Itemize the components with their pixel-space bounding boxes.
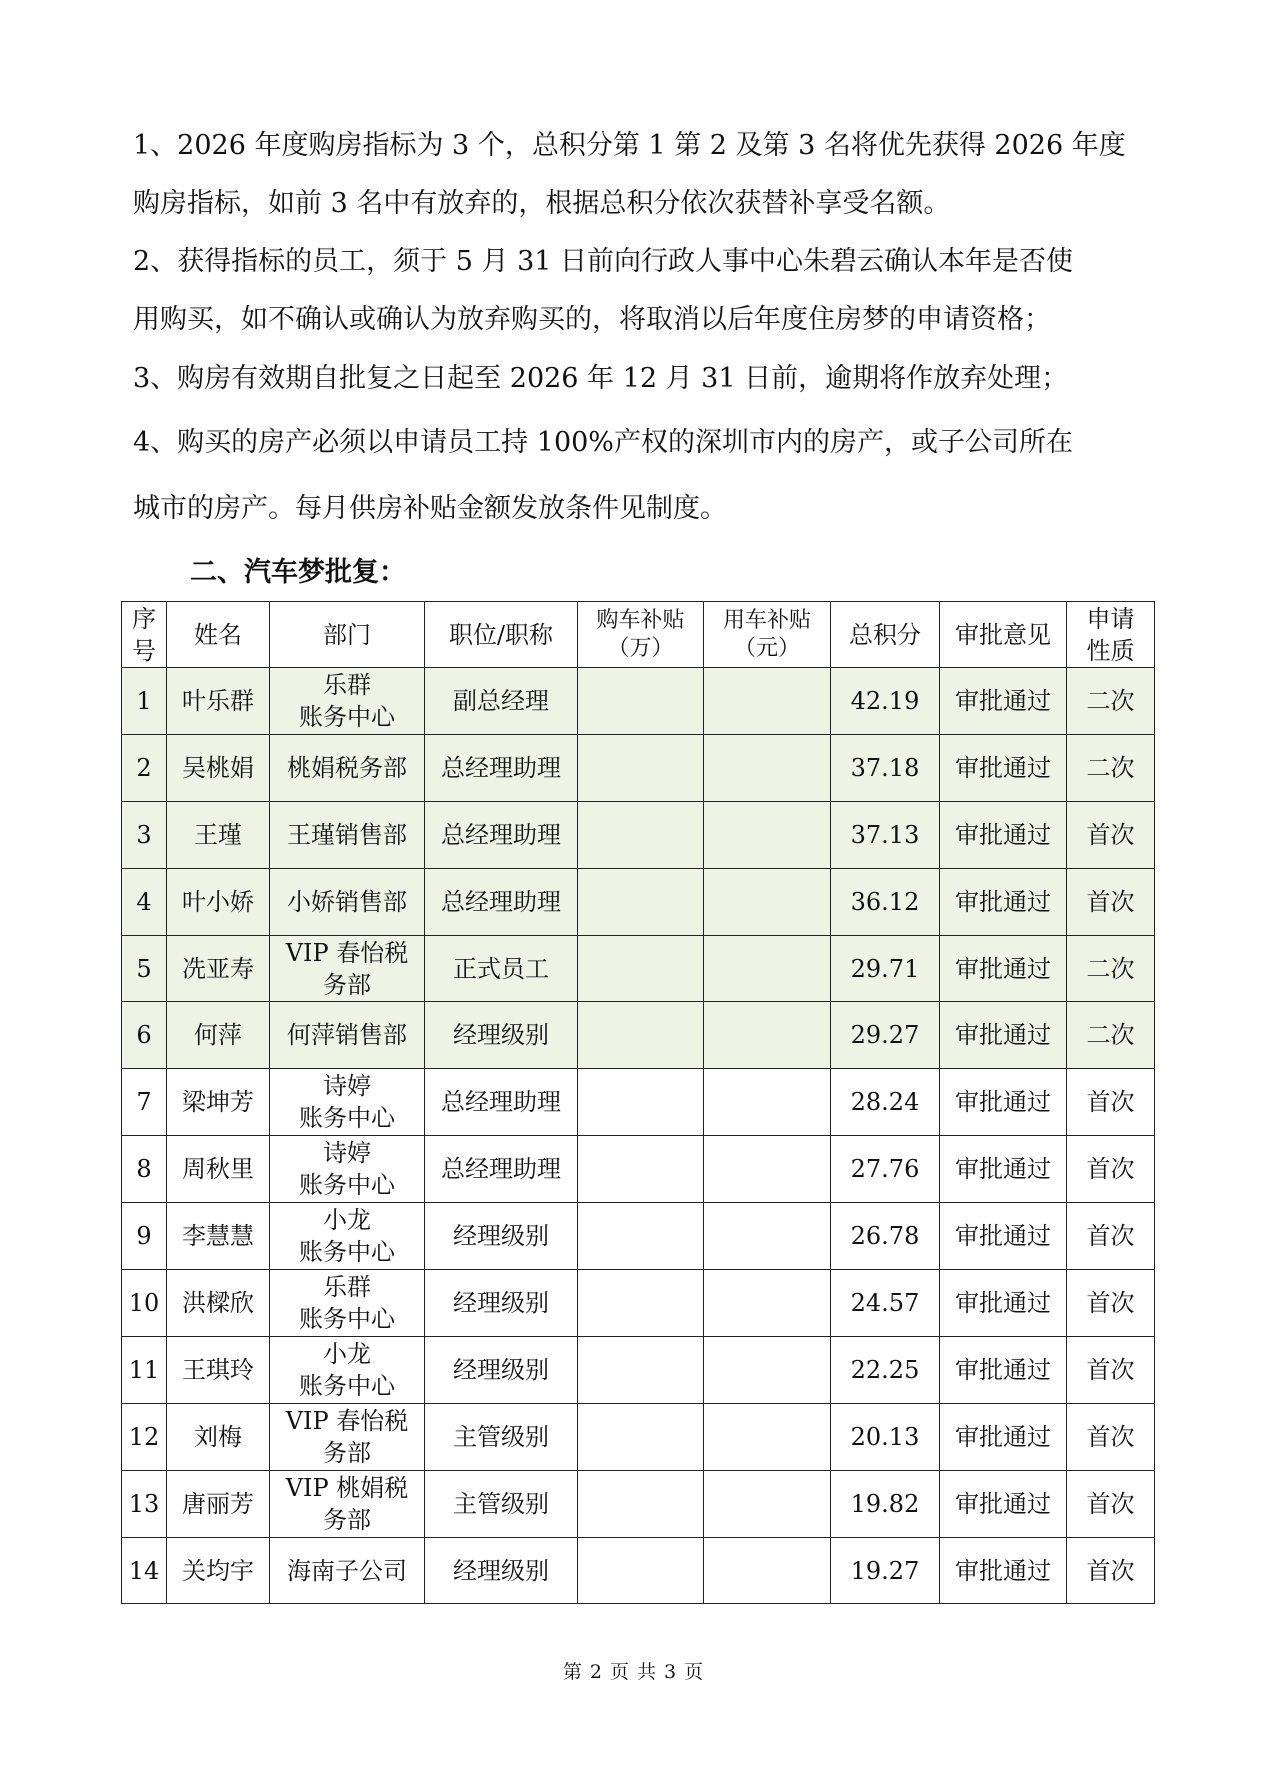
cell-score: 29.27 — [831, 1002, 940, 1069]
dept-line: 乐群 — [323, 1272, 371, 1301]
cell-car-purchase — [578, 1537, 704, 1604]
cell-name: 何萍 — [167, 1002, 270, 1069]
cell-position: 总经理助理 — [425, 1069, 578, 1136]
dept-line: 何萍销售部 — [287, 1021, 407, 1050]
cell-seq: 4 — [122, 868, 167, 935]
cell-position: 总经理助理 — [425, 1136, 578, 1203]
cell-dept — [270, 1136, 425, 1203]
cell-car-purchase — [578, 1403, 704, 1470]
table-row — [122, 1136, 1155, 1203]
cell-nature: 首次 — [1067, 1069, 1155, 1136]
cell-opinion: 审批通过 — [940, 1136, 1067, 1203]
cell-car-purchase — [578, 1270, 704, 1337]
footer-text: 页 — [684, 1661, 704, 1683]
cell-dept — [270, 1203, 425, 1270]
dept-line: 王瑾销售部 — [287, 820, 407, 849]
header-name: 姓名 — [167, 602, 270, 668]
table-row — [122, 868, 1155, 935]
cell-nature: 二次 — [1067, 734, 1155, 801]
dept-line: 务部 — [323, 970, 371, 999]
header-nature — [1067, 602, 1155, 668]
cell-name: 叶乐群 — [167, 668, 270, 735]
cell-car-use — [704, 668, 831, 735]
cell-car-purchase — [578, 668, 704, 735]
cell-car-use — [704, 1203, 831, 1270]
dept-line: 桃娟税务部 — [287, 753, 407, 782]
paragraph-line: 4、购买的房产必须以申请员工持 100%产权的深圳市内的房产，或子公司所在 — [133, 427, 1073, 458]
header-line: （万） — [607, 635, 674, 661]
table-row — [122, 801, 1155, 868]
footer-page-number: 2 — [589, 1661, 602, 1683]
table-header-row — [122, 602, 1155, 668]
cell-name: 冼亚寿 — [167, 935, 270, 1002]
paragraph-line: 城市的房产。每月供房补贴金额发放条件见制度。 — [133, 493, 727, 524]
cell-nature: 首次 — [1067, 1470, 1155, 1537]
cell-car-use — [704, 1470, 831, 1537]
cell-name: 洪樑欣 — [167, 1270, 270, 1337]
cell-nature: 首次 — [1067, 868, 1155, 935]
table-row — [122, 1470, 1155, 1537]
paragraph-1 — [133, 117, 1143, 233]
dept-line: 账务中心 — [299, 1371, 395, 1400]
dept-line: VIP 春怡税 — [285, 938, 409, 967]
cell-car-purchase — [578, 1002, 704, 1069]
cell-position: 主管级别 — [425, 1470, 578, 1537]
cell-dept — [270, 734, 425, 801]
cell-position: 经理级别 — [425, 1203, 578, 1270]
table-row — [122, 734, 1155, 801]
cell-seq: 12 — [122, 1403, 167, 1470]
cell-seq: 5 — [122, 935, 167, 1002]
table-row — [122, 1336, 1155, 1403]
cell-seq: 3 — [122, 801, 167, 868]
paragraph-line: 2、获得指标的员工，须于 5 月 31 日前向行政人事中心朱碧云确认本年是否使 — [133, 246, 1074, 277]
footer-text: 共 — [637, 1661, 657, 1683]
cell-score: 37.18 — [831, 734, 940, 801]
cell-car-use — [704, 1537, 831, 1604]
table-row — [122, 668, 1155, 735]
dept-line: VIP 桃娟税 — [285, 1473, 409, 1502]
cell-seq: 9 — [122, 1203, 167, 1270]
section-title: 二、汽车梦批复： — [190, 557, 406, 588]
footer-text: 页 — [609, 1661, 629, 1683]
cell-car-purchase — [578, 935, 704, 1002]
cell-score: 26.78 — [831, 1203, 940, 1270]
cell-name: 关均宇 — [167, 1537, 270, 1604]
cell-score: 19.82 — [831, 1470, 940, 1537]
cell-score: 24.57 — [831, 1270, 940, 1337]
cell-seq: 2 — [122, 734, 167, 801]
dept-line: 小龙 — [323, 1206, 371, 1235]
cell-seq: 14 — [122, 1537, 167, 1604]
cell-score: 28.24 — [831, 1069, 940, 1136]
header-dept: 部门 — [270, 602, 425, 668]
table-row — [122, 1203, 1155, 1270]
cell-car-purchase — [578, 734, 704, 801]
cell-opinion: 审批通过 — [940, 734, 1067, 801]
table-row — [122, 1403, 1155, 1470]
dept-line: 账务中心 — [299, 1104, 395, 1133]
cell-name: 刘梅 — [167, 1403, 270, 1470]
cell-dept — [270, 1270, 425, 1337]
cell-nature: 首次 — [1067, 1336, 1155, 1403]
cell-opinion: 审批通过 — [940, 1336, 1067, 1403]
cell-car-purchase — [578, 1136, 704, 1203]
footer-text: 第 — [562, 1661, 582, 1683]
header-nature-line: 申请 — [1086, 604, 1135, 633]
cell-name: 周秋里 — [167, 1136, 270, 1203]
cell-name: 李慧慧 — [167, 1203, 270, 1270]
cell-car-use — [704, 734, 831, 801]
dept-line: 小娇销售部 — [287, 887, 407, 916]
cell-score: 37.13 — [831, 801, 940, 868]
header-seq-line: 号 — [132, 636, 156, 665]
cell-nature: 首次 — [1067, 1270, 1155, 1337]
cell-car-purchase — [578, 868, 704, 935]
cell-score: 36.12 — [831, 868, 940, 935]
cell-nature: 二次 — [1067, 1002, 1155, 1069]
cell-dept — [270, 1403, 425, 1470]
cell-car-use — [704, 1336, 831, 1403]
cell-car-use — [704, 1270, 831, 1337]
dept-line: 小龙 — [323, 1339, 371, 1368]
cell-nature: 首次 — [1067, 1203, 1155, 1270]
header-opinion: 审批意见 — [940, 602, 1067, 668]
cell-seq: 10 — [122, 1270, 167, 1337]
cell-opinion: 审批通过 — [940, 935, 1067, 1002]
dept-line: 账务中心 — [299, 1238, 395, 1267]
header-car-purchase-subsidy — [578, 602, 704, 668]
cell-opinion: 审批通过 — [940, 1002, 1067, 1069]
cell-score: 29.71 — [831, 935, 940, 1002]
cell-nature: 首次 — [1067, 1537, 1155, 1604]
cell-position: 经理级别 — [425, 1002, 578, 1069]
page-footer — [0, 1657, 1266, 1684]
cell-name: 叶小娇 — [167, 868, 270, 935]
paragraph-4 — [133, 414, 1143, 538]
table-row — [122, 1537, 1155, 1604]
dept-line: 海南子公司 — [287, 1556, 407, 1585]
cell-seq: 13 — [122, 1470, 167, 1537]
table-row — [122, 1270, 1155, 1337]
cell-dept — [270, 1002, 425, 1069]
dept-line: VIP 春怡税 — [285, 1406, 409, 1435]
cell-opinion: 审批通过 — [940, 801, 1067, 868]
cell-name: 王瑾 — [167, 801, 270, 868]
cell-score: 20.13 — [831, 1403, 940, 1470]
cell-score: 27.76 — [831, 1136, 940, 1203]
cell-nature: 首次 — [1067, 1403, 1155, 1470]
table-row — [122, 1002, 1155, 1069]
paragraph-line: 购房指标，如前 3 名中有放弃的，根据总积分依次获替补享受名额。 — [133, 188, 951, 219]
cell-car-use — [704, 1403, 831, 1470]
cell-opinion: 审批通过 — [940, 1537, 1067, 1604]
cell-score: 42.19 — [831, 668, 940, 735]
cell-position: 主管级别 — [425, 1403, 578, 1470]
cell-car-use — [704, 1002, 831, 1069]
cell-opinion: 审批通过 — [940, 868, 1067, 935]
cell-dept — [270, 801, 425, 868]
cell-nature: 二次 — [1067, 668, 1155, 735]
cell-name: 王琪玲 — [167, 1336, 270, 1403]
cell-dept — [270, 1470, 425, 1537]
cell-seq: 7 — [122, 1069, 167, 1136]
cell-car-purchase — [578, 1470, 704, 1537]
cell-seq: 1 — [122, 668, 167, 735]
dept-line: 诗婷 — [323, 1072, 371, 1101]
cell-position: 总经理助理 — [425, 868, 578, 935]
header-seq-line: 序 — [132, 604, 156, 633]
cell-opinion: 审批通过 — [940, 668, 1067, 735]
table-row — [122, 1069, 1155, 1136]
header-score: 总积分 — [831, 602, 940, 668]
cell-car-use — [704, 935, 831, 1002]
approval-table — [121, 601, 1155, 1604]
dept-line: 账务中心 — [299, 1304, 395, 1333]
cell-opinion: 审批通过 — [940, 1069, 1067, 1136]
footer-total-pages: 3 — [664, 1661, 677, 1683]
header-car-use-subsidy — [704, 602, 831, 668]
cell-opinion: 审批通过 — [940, 1203, 1067, 1270]
cell-position: 经理级别 — [425, 1270, 578, 1337]
dept-line: 账务中心 — [299, 702, 395, 731]
cell-car-purchase — [578, 1069, 704, 1136]
cell-opinion: 审批通过 — [940, 1270, 1067, 1337]
header-position: 职位/职称 — [425, 602, 578, 668]
cell-seq: 6 — [122, 1002, 167, 1069]
cell-dept — [270, 1069, 425, 1136]
cell-car-use — [704, 868, 831, 935]
cell-position: 经理级别 — [425, 1336, 578, 1403]
paragraph-3 — [133, 350, 1143, 408]
cell-nature: 首次 — [1067, 1136, 1155, 1203]
header-line: 用车补贴 — [722, 607, 811, 633]
cell-dept — [270, 668, 425, 735]
cell-nature: 首次 — [1067, 801, 1155, 868]
cell-dept — [270, 935, 425, 1002]
paragraph-line: 用购买，如不确认或确认为放弃购买的，将取消以后年度住房梦的申请资格； — [133, 304, 1051, 335]
cell-car-use — [704, 1069, 831, 1136]
dept-line: 务部 — [323, 1438, 371, 1467]
cell-seq: 8 — [122, 1136, 167, 1203]
cell-name: 梁坤芳 — [167, 1069, 270, 1136]
cell-dept — [270, 1537, 425, 1604]
cell-opinion: 审批通过 — [940, 1403, 1067, 1470]
cell-score: 22.25 — [831, 1336, 940, 1403]
paragraph-line: 3、购房有效期自批复之日起至 2026 年 12 月 31 日前，逾期将作放弃处理； — [133, 363, 1069, 394]
cell-nature: 二次 — [1067, 935, 1155, 1002]
table-row — [122, 935, 1155, 1002]
cell-position: 副总经理 — [425, 668, 578, 735]
dept-line: 诗婷 — [323, 1139, 371, 1168]
cell-car-purchase — [578, 801, 704, 868]
header-line: 购车补贴 — [596, 607, 685, 633]
cell-dept — [270, 868, 425, 935]
header-nature-line: 性质 — [1086, 636, 1135, 665]
dept-line: 账务中心 — [299, 1171, 395, 1200]
cell-car-purchase — [578, 1336, 704, 1403]
cell-dept — [270, 1336, 425, 1403]
cell-name: 唐丽芳 — [167, 1470, 270, 1537]
header-seq — [122, 602, 167, 668]
header-line: （元） — [733, 635, 800, 661]
cell-score: 19.27 — [831, 1537, 940, 1604]
cell-position: 经理级别 — [425, 1537, 578, 1604]
cell-name: 吴桃娟 — [167, 734, 270, 801]
cell-car-use — [704, 1136, 831, 1203]
cell-car-use — [704, 801, 831, 868]
cell-car-purchase — [578, 1203, 704, 1270]
dept-line: 务部 — [323, 1505, 371, 1534]
cell-seq: 11 — [122, 1336, 167, 1403]
cell-position: 正式员工 — [425, 935, 578, 1002]
cell-position: 总经理助理 — [425, 734, 578, 801]
table-body — [122, 668, 1155, 1604]
paragraph-2 — [133, 233, 1143, 349]
cell-position: 总经理助理 — [425, 801, 578, 868]
paragraph-line: 1、2026 年度购房指标为 3 个，总积分第 1 第 2 及第 3 名将优先获得 2026 年度 — [133, 130, 1126, 161]
cell-opinion: 审批通过 — [940, 1470, 1067, 1537]
dept-line: 乐群 — [323, 670, 371, 699]
